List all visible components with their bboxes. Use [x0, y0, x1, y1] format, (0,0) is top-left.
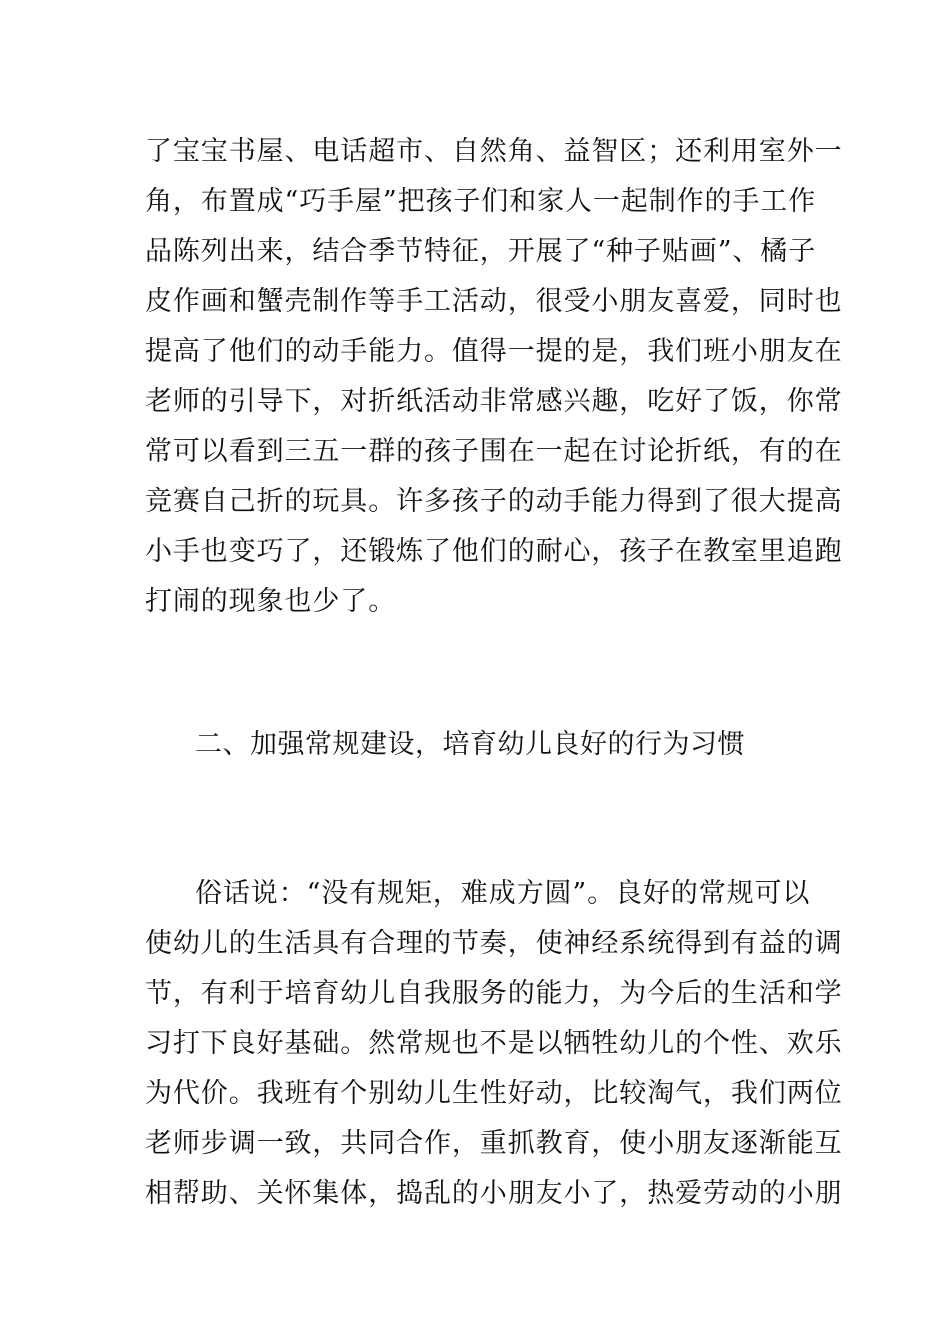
section-heading: 二、加强常规建设，培育幼儿良好的行为习惯 [195, 729, 745, 760]
paragraph-line: 俗话说：“没有规矩，难成方圆”。良好的常规可以 [195, 878, 811, 909]
paragraph-line: 提高了他们的动手能力。值得一提的是，我们班小朋友在 [145, 336, 843, 367]
paragraph-line: 为代价。我班有个别幼儿生性好动，比较淘气，我们两位 [145, 1078, 843, 1109]
paragraph-line: 老师步调一致，共同合作，重抓教育，使小朋友逐渐能互 [145, 1128, 843, 1159]
paragraph-line: 老师的引导下，对折纸活动非常感兴趣，吃好了饭，你常 [145, 386, 843, 417]
paragraph-line: 小手也变巧了，还锻炼了他们的耐心，孩子在教室里追跑 [145, 536, 843, 567]
paragraph-line: 使幼儿的生活具有合理的节奏，使神经系统得到有益的调 [145, 928, 843, 959]
paragraph-line: 常可以看到三五一群的孩子围在一起在讨论折纸，有的在 [145, 436, 843, 467]
paragraph-line: 竞赛自己折的玩具。许多孩子的动手能力得到了很大提高 [145, 486, 843, 517]
paragraph-line: 节，有利于培育幼儿自我服务的能力，为今后的生活和学 [145, 978, 843, 1009]
paragraph-line: 皮作画和蟹壳制作等手工活动，很受小朋友喜爱，同时也 [145, 286, 843, 317]
paragraph-line: 打闹的现象也少了。 [145, 586, 397, 617]
paragraph-line: 品陈列出来，结合季节特征，开展了“种子贴画”、橘子 [145, 236, 817, 267]
paragraph-line: 相帮助、关怀集体，捣乱的小朋友小了，热爱劳动的小朋 [145, 1178, 843, 1209]
paragraph-line: 了宝宝书屋、电话超市、自然角、益智区；还利用室外一 [145, 136, 843, 167]
paragraph-line: 角，布置成“巧手屋”把孩子们和家人一起制作的手工作 [145, 186, 817, 217]
paragraph-line: 习打下良好基础。然常规也不是以牺牲幼儿的个性、欢乐 [145, 1028, 843, 1059]
